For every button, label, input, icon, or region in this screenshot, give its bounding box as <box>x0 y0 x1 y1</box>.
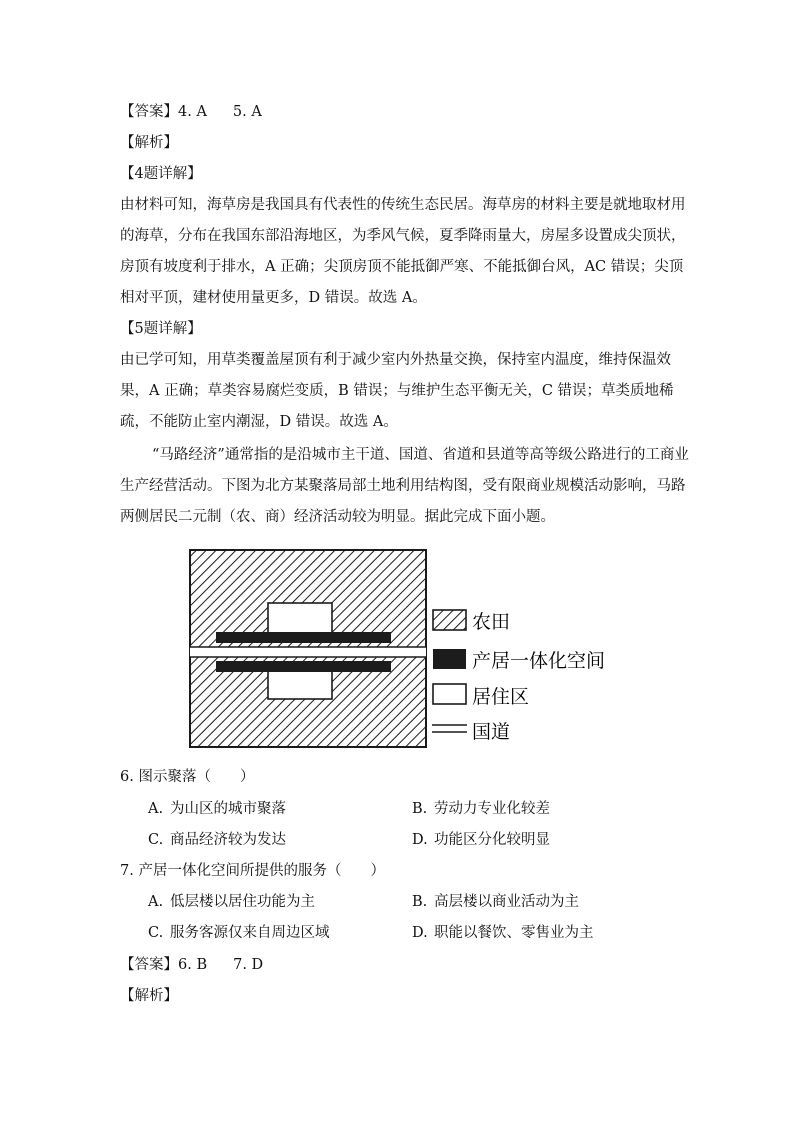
legend-swatch-residential <box>433 684 466 704</box>
legend-label-mixed: 产居一体化空间 <box>472 650 606 672</box>
q6-option-d <box>412 830 550 850</box>
passage-line-1: “马路经济”通常指的是沿城市主干道、国道、省道和县道等高等级公路进行的工商业 <box>152 447 689 463</box>
answer-4: 4. A <box>178 104 207 120</box>
option-text: 为山区的城市聚落 <box>170 801 286 817</box>
analysis-heading-2: 【解析】 <box>120 988 178 1004</box>
answer-line-4-5 <box>120 102 262 122</box>
national-road <box>190 647 426 657</box>
q6-option-b <box>412 799 550 819</box>
q4-detail-heading: 【4题详解】 <box>120 166 202 182</box>
residential-area-north <box>268 603 332 633</box>
answer-5: 5. A <box>232 104 262 120</box>
option-text: 服务客源仅来自周边区域 <box>170 925 330 941</box>
option-letter: D. <box>412 925 428 941</box>
option-letter: D. <box>412 832 428 848</box>
q4-detail-line-3: 房顶有坡度利于排水，A 正确；尖顶房顶不能抵御严寒、不能抵御台风，AC 错误；尖顶 <box>120 259 684 275</box>
q4-detail-line-1: 由材料可知，海草房是我国具有代表性的传统生态民居。海草房的材料主要是就地取材用 <box>120 197 686 213</box>
legend-swatch-farmland <box>433 610 466 630</box>
q7-option-d <box>412 923 594 943</box>
option-letter: B. <box>412 801 428 817</box>
mixed-space-north <box>216 632 391 643</box>
answer-line-6-7 <box>120 955 263 975</box>
q5-detail-heading: 【5题详解】 <box>120 321 202 337</box>
option-text: 低层楼以居住功能为主 <box>170 894 315 910</box>
answer-7: 7. D <box>233 957 264 973</box>
passage-line-2: 生产经营活动。下图为北方某聚落局部土地利用结构图，受有限商业规模活动影响，马路 <box>120 478 686 494</box>
option-text: 商品经济较为发达 <box>170 832 286 848</box>
q7-stem: 7. 产居一体化空间所提供的服务（ ） <box>120 863 385 879</box>
option-letter: A. <box>148 801 164 817</box>
q6-stem: 6. 图示聚落（ ） <box>120 769 255 785</box>
legend-swatch-mixed <box>433 649 466 669</box>
option-text: 职能以餐饮、零售业为主 <box>434 925 594 941</box>
option-letter: A. <box>148 894 164 910</box>
option-letter: C. <box>148 925 164 941</box>
q5-detail-line-2: 果，A 正确；草类容易腐烂变质，B 错误；与维护生态平衡无关，C 错误；草类质地稀 <box>120 383 674 399</box>
land-use-figure <box>188 548 606 752</box>
answer-6: 6. B <box>178 957 208 973</box>
q7-option-a <box>148 892 315 912</box>
option-letter: B. <box>412 894 428 910</box>
q4-detail-line-2: 的海草，分布在我国东部沿海地区，为季风气候，夏季降雨量大，房屋多设置成尖顶状， <box>120 228 686 244</box>
legend-label-farmland: 农田 <box>472 611 511 633</box>
q5-detail-line-1: 由已学可知，用草类覆盖屋顶有利于减少室内外热量交换，保持室内温度，维持保温效 <box>120 352 671 368</box>
option-text: 功能区分化较明显 <box>434 832 550 848</box>
passage-line-3: 两侧居民二元制（农、商）经济活动较为明显。据此完成下面小题。 <box>120 509 555 525</box>
q5-detail-line-3: 疏，不能防止室内潮湿，D 错误。故选 A。 <box>120 414 398 430</box>
q6-option-c <box>148 830 286 850</box>
option-text: 高层楼以商业活动为主 <box>434 894 579 910</box>
option-text: 劳动力专业化较差 <box>434 801 550 817</box>
q7-option-b <box>412 892 579 912</box>
answer-tag: 【答案】 <box>120 104 178 120</box>
q7-option-c <box>148 923 330 943</box>
answer-tag: 【答案】 <box>120 957 178 973</box>
q4-detail-line-4: 相对平顶，建材使用量更多，D 错误。故选 A。 <box>120 290 427 306</box>
legend-label-road: 国道 <box>472 721 511 743</box>
analysis-heading: 【解析】 <box>120 135 178 151</box>
mixed-space-south <box>216 661 391 672</box>
q6-option-a <box>148 799 286 819</box>
option-letter: C. <box>148 832 164 848</box>
legend-label-residential: 居住区 <box>472 686 530 708</box>
